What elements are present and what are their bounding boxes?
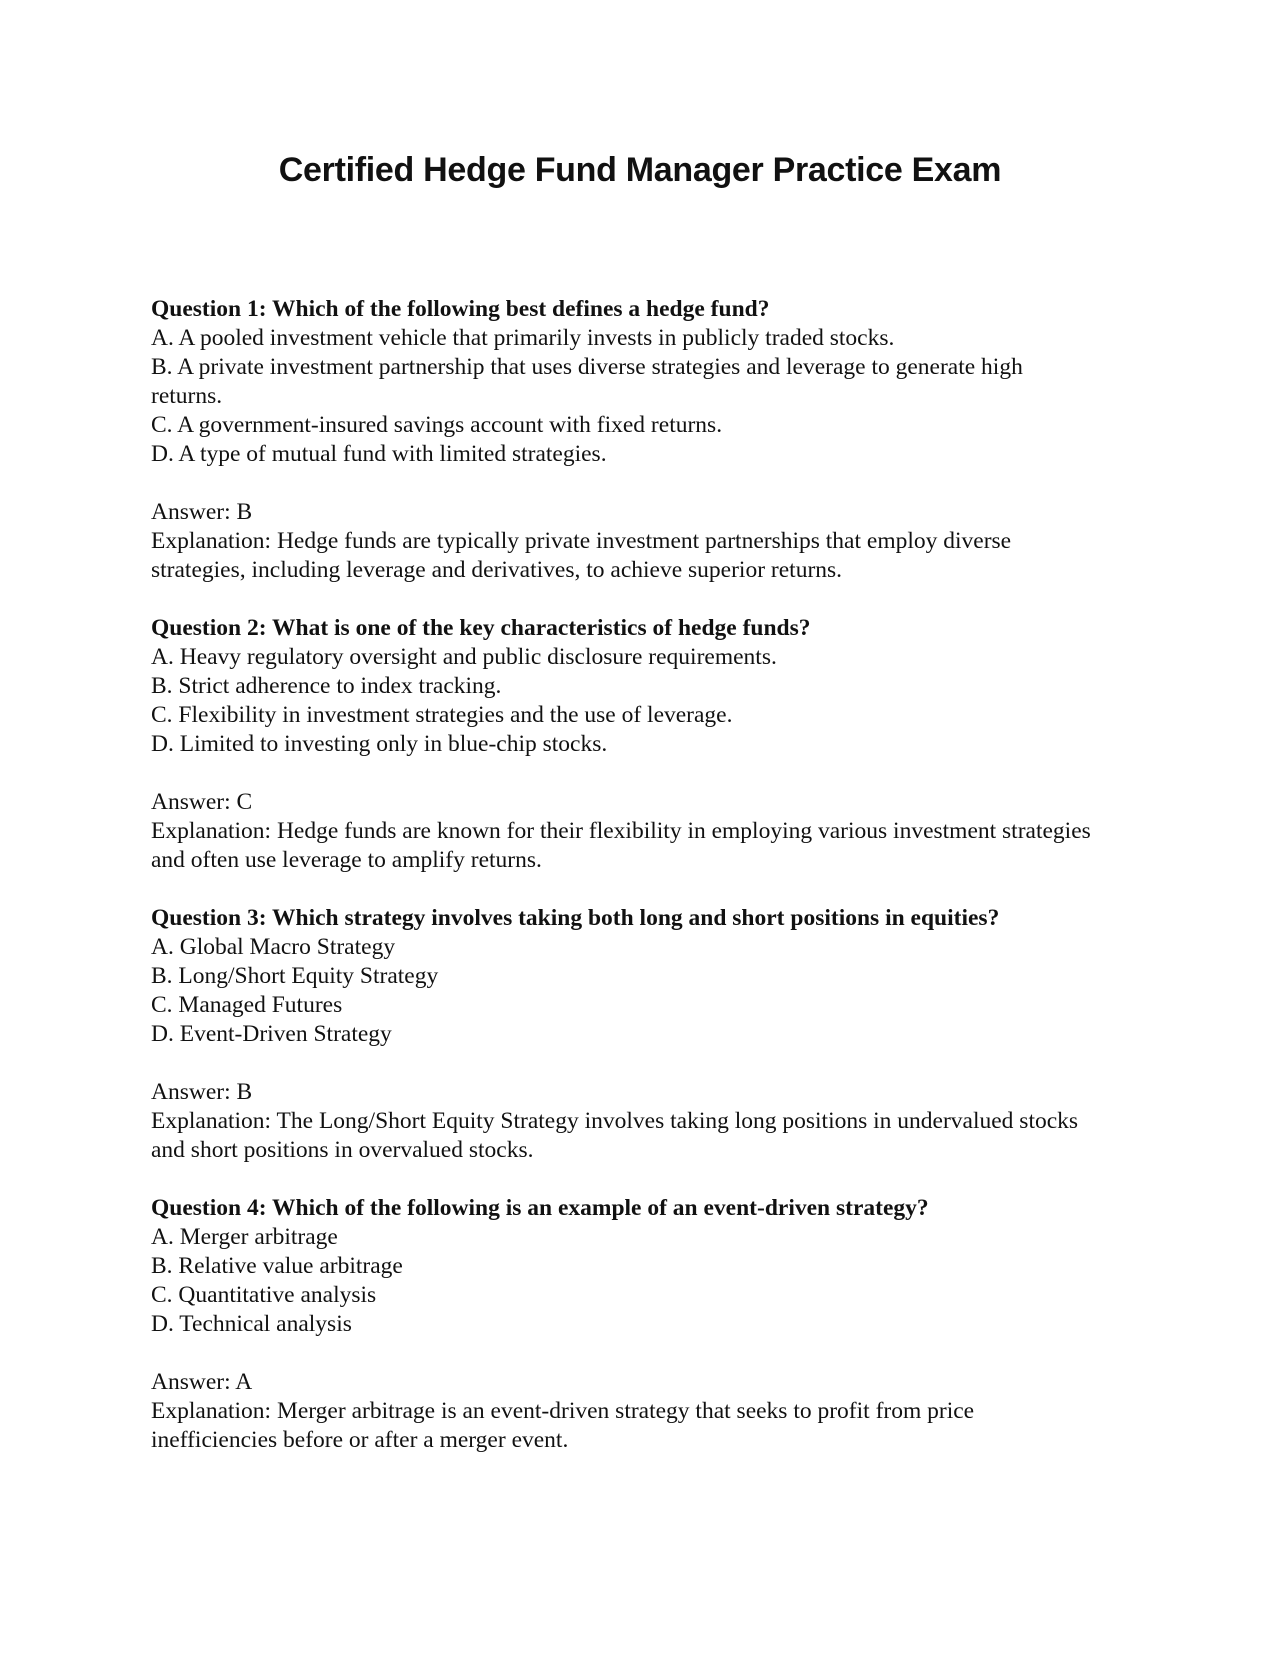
question-block-2 xyxy=(151,614,1096,875)
exam-content xyxy=(151,295,1096,1484)
question-block-1 xyxy=(151,295,1096,585)
option-c: C. A government-insured savings account with fixed returns. xyxy=(151,412,723,438)
option-b: B. A private investment partnership that uses diverse strategies and leverage to generate high returns. xyxy=(151,354,1023,409)
explanation-text: Explanation: Hedge funds are known for their flexibility in employing various investment strategies and often use leverage to amplify returns. xyxy=(151,818,1091,873)
question-text: Question 2: What is one of the key characteristics of hedge funds? xyxy=(151,615,811,641)
option-b: B. Long/Short Equity Strategy xyxy=(151,963,439,989)
spacer xyxy=(151,1049,1096,1078)
question-text: Question 4: Which of the following is an example of an event-driven strategy? xyxy=(151,1195,929,1221)
page-title: Certified Hedge Fund Manager Practice Exam xyxy=(278,151,1002,189)
option-d: D. A type of mutual fund with limited strategies. xyxy=(151,441,607,467)
explanation-text: Explanation: Hedge funds are typically private investment partnerships that employ diverse strategies, including leverage and derivatives, to achieve superior returns. xyxy=(151,528,1012,583)
option-d: D. Limited to investing only in blue-chip stocks. xyxy=(151,731,608,757)
option-b: B. Strict adherence to index tracking. xyxy=(151,673,502,699)
option-c: C. Quantitative analysis xyxy=(151,1282,377,1308)
option-d: D. Event-Driven Strategy xyxy=(151,1021,392,1047)
option-a: A. Heavy regulatory oversight and public disclosure requirements. xyxy=(151,644,777,670)
option-d: D. Technical analysis xyxy=(151,1311,352,1337)
spacer xyxy=(151,759,1096,788)
option-a: A. A pooled investment vehicle that primarily invests in publicly traded stocks. xyxy=(151,325,895,351)
spacer xyxy=(151,1339,1096,1368)
question-text: Question 1: Which of the following best defines a hedge fund? xyxy=(151,296,770,322)
spacer xyxy=(151,469,1096,498)
question-text: Question 3: Which strategy involves taking both long and short positions in equities? xyxy=(151,905,1000,931)
answer-text: Answer: B xyxy=(151,499,253,525)
answer-text: Answer: A xyxy=(151,1369,253,1395)
option-a: A. Merger arbitrage xyxy=(151,1224,338,1250)
option-c: C. Managed Futures xyxy=(151,992,343,1018)
option-b: B. Relative value arbitrage xyxy=(151,1253,403,1279)
explanation-text: Explanation: The Long/Short Equity Strategy involves taking long positions in undervalued stocks and short positions in overvalued stocks. xyxy=(151,1108,1079,1163)
answer-text: Answer: B xyxy=(151,1079,253,1105)
option-a: A. Global Macro Strategy xyxy=(151,934,396,960)
question-block-4 xyxy=(151,1194,1096,1455)
answer-text: Answer: C xyxy=(151,789,253,815)
question-block-3 xyxy=(151,904,1096,1165)
option-c: C. Flexibility in investment strategies and the use of leverage. xyxy=(151,702,733,728)
explanation-text: Explanation: Merger arbitrage is an event-driven strategy that seeks to profit from price inefficiencies before or after a merger event. xyxy=(151,1398,975,1453)
